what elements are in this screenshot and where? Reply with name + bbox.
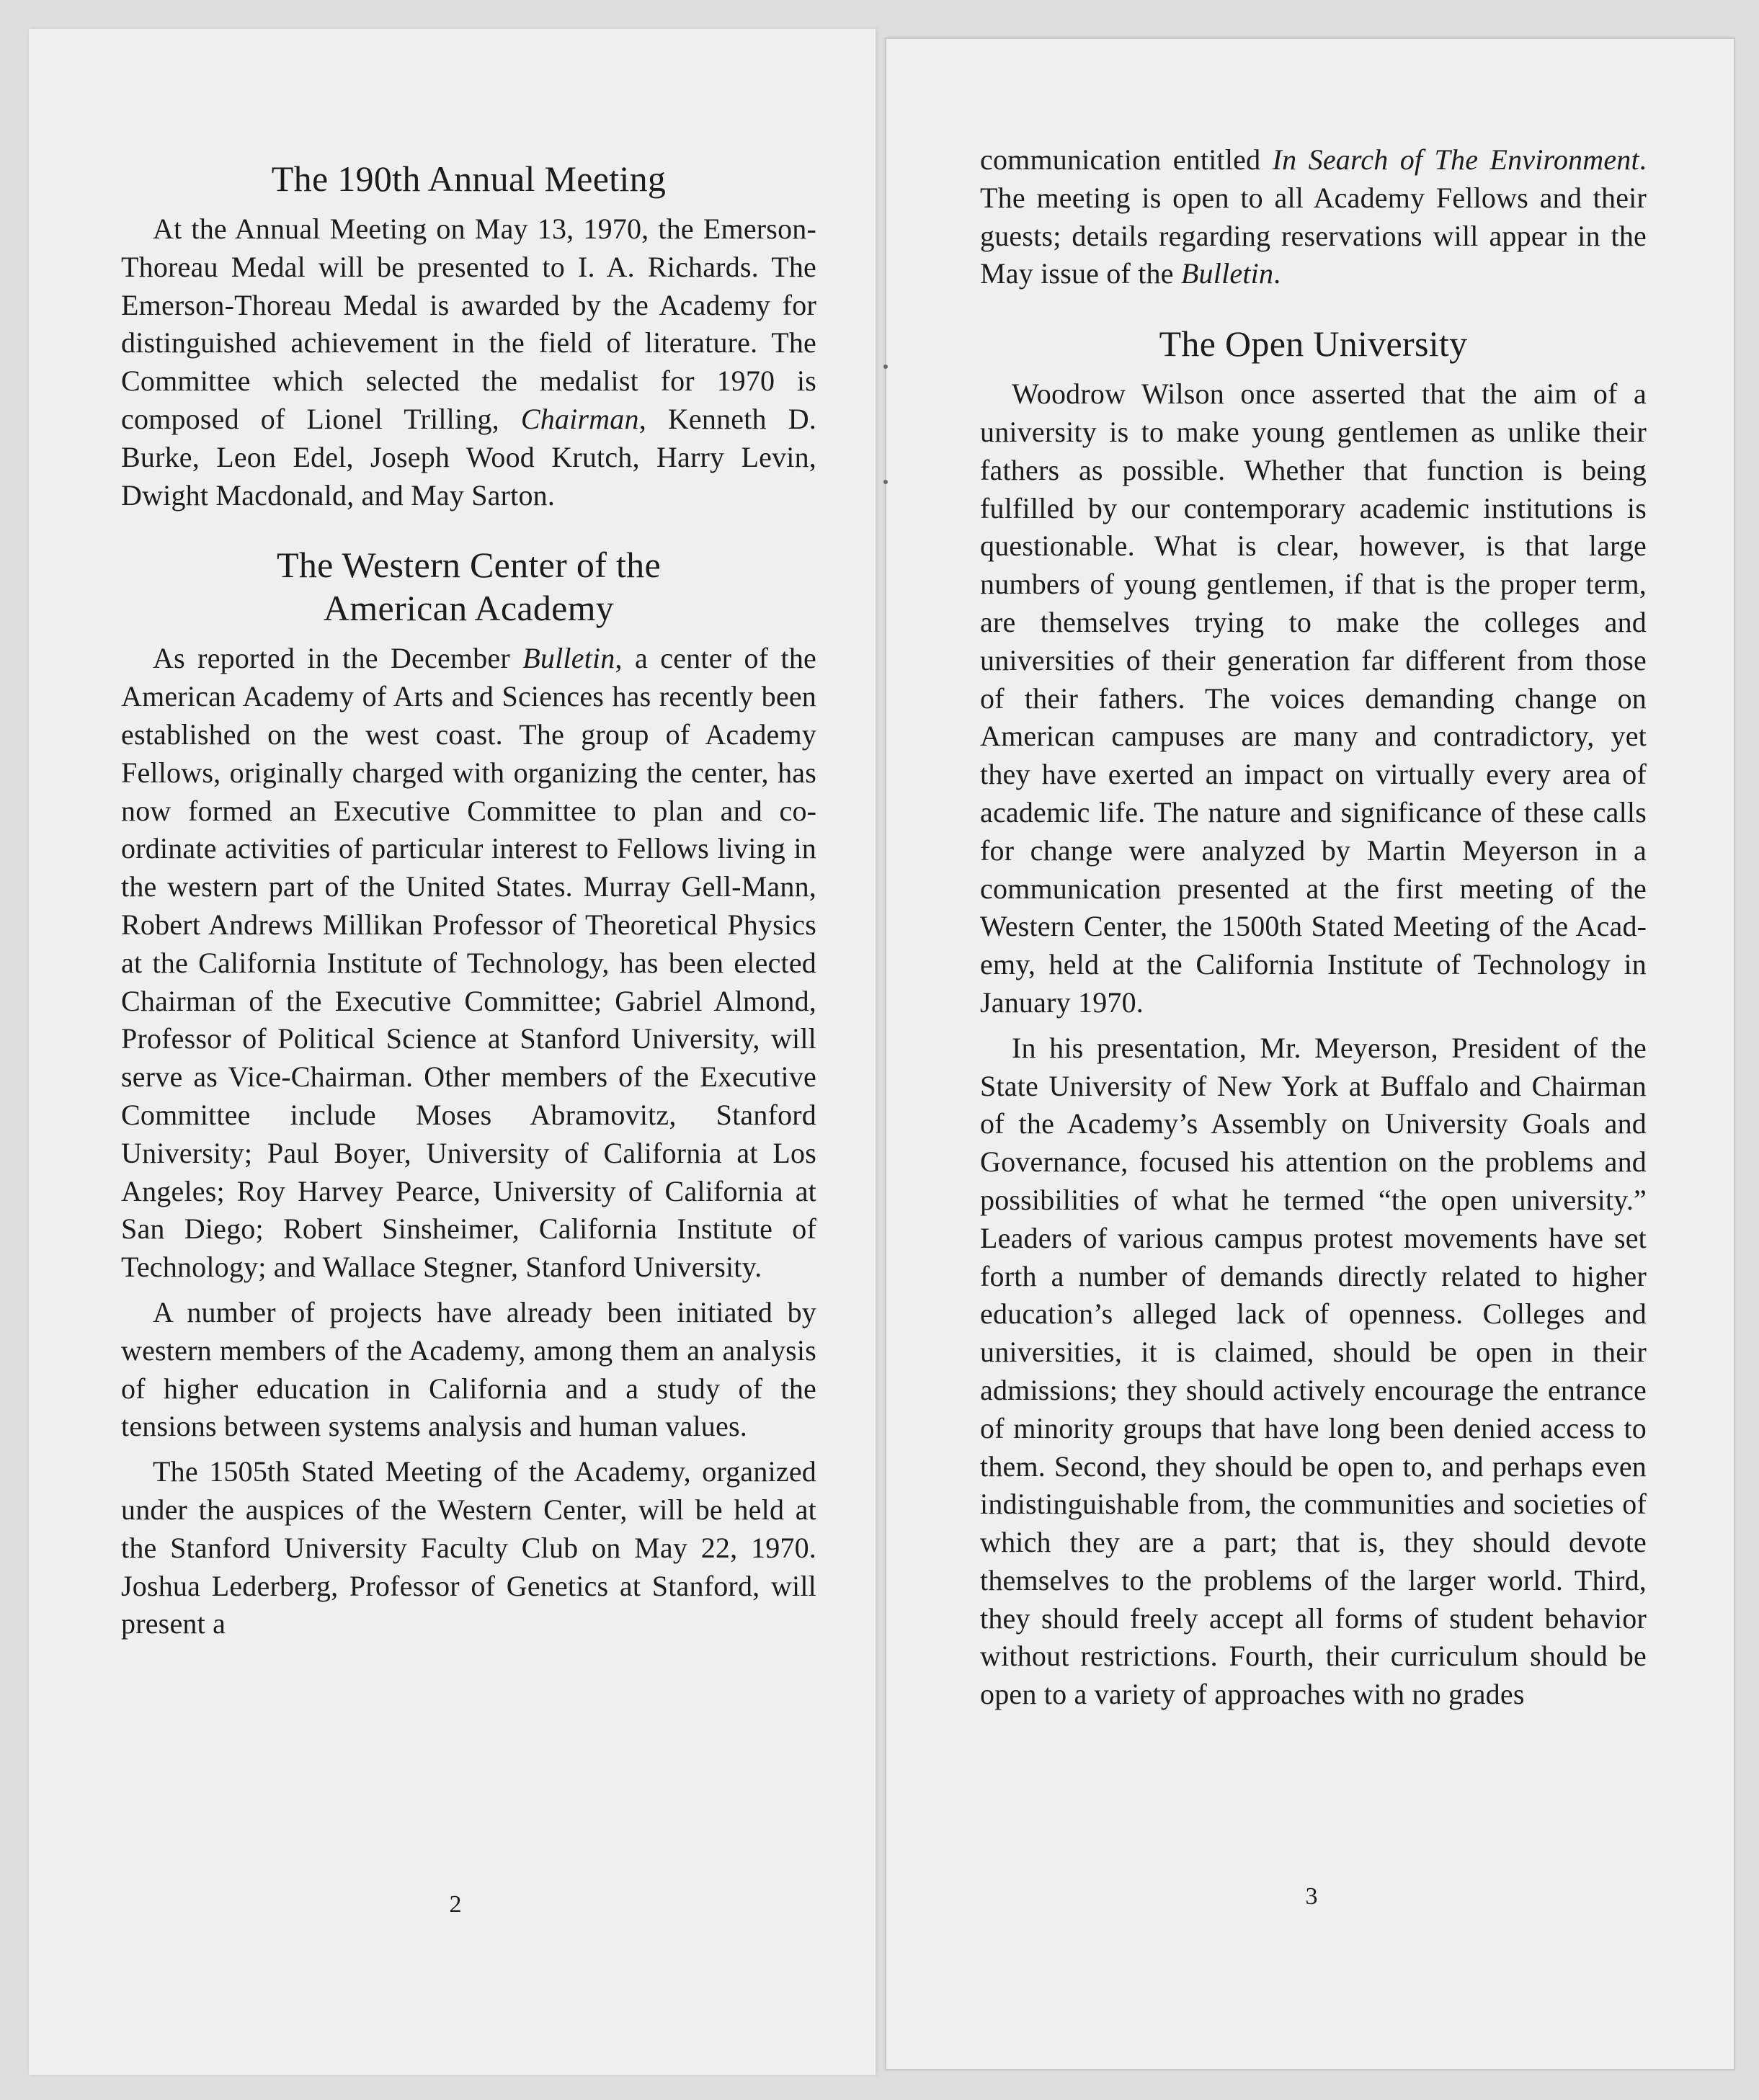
- western-center-p1-tail: , a center of the American Academy of Arts and Sciences has recently been established on the west coast. The group of Academy Fellows, originally charged with organizing the center, has now formed an Executive Committee to plan and coordinate activities of particular interest to Fellows living in the western part of the United States. Murray Gell-Mann, Robert Andrews Millikan Professor of Theoretical Physics at the California Institute of Technology, has been elected Chairman of the Executive Committee; Gabriel Almond, Professor of Political Science at Stanford University, will serve as Vice-Chairman. Other members of the Executive Committee include Moses Abramovitz, Stanford University; Paul Boyer, University of California at Los Angeles; Roy Harvey Pearce, University of California at San Diego; Robert Sinsheimer, California Institute of Technology; and Wallace Stegner, Stanford University.: [121, 642, 816, 1284]
- annual-meeting-heading: The 190th Annual Meeting: [271, 158, 667, 199]
- western-center-paragraph-1: [121, 640, 816, 1287]
- open-university-heading: The Open University: [1159, 323, 1468, 365]
- western-center-heading-line2: American Academy: [323, 588, 615, 629]
- continuation-mid: . The meeting is open to all Academy Fellows and their guests; details regarding reservations will appear in the May issue of the: [980, 143, 1647, 290]
- bulletin-italic-right: Bulletin: [1180, 257, 1274, 290]
- annual-meeting-text-tail: , Kenneth D. Burke, Leon Edel, Joseph Wood Krutch, Harry Levin, Dwight Macdonald, and May Sarton.: [121, 402, 816, 511]
- western-center-heading: [121, 543, 816, 630]
- right-page-number: 3: [1305, 1883, 1318, 1910]
- annual-meeting-paragraph: [121, 210, 816, 514]
- western-center-heading-line1: The Western Center of the: [277, 545, 661, 586]
- open-university-paragraph-2: In his presentation, Mr. Meyerson, President of the State University of New York at Buffalo and Chairman of the Academy’s Assembly on University Goals and Governance, focused his attention on the problems and possibilities of what he termed “the open university.” Leaders of various campus protest movements have set forth a number of demands directly related to higher education’s alleged lack of openness. Colleges and universities, it is claimed, should be open in their admissions; they should actively encourage the entrance of minority groups that have long been denied access to them. Second, they should be open to, and perhaps even indistinguishable from, the communities and societies of which they are a part; that is, they should devote themselves to the problems of the larger world. Third, they should freely accept all forms of student behavior without restrictions. Fourth, their curriculum should be open to a variety of approaches with no grades: [980, 1031, 1647, 1711]
- right-text-column: [980, 141, 1647, 1714]
- western-center-paragraph-3: The 1505th Stated Meeting of the Academy, organized under the auspices of the Western Center, will be held at the Stanford University Faculty Club on May 22, 1970. Joshua Lederberg, Professor of Genetics at Stanford, will present a: [121, 1455, 816, 1640]
- continuation-head: communication entitled: [980, 143, 1273, 176]
- right-page: [885, 37, 1735, 2070]
- binding-mark-upper: [883, 365, 888, 369]
- annual-meeting-text: At the Annual Meeting on May 13, 1970, the Emerson-Thoreau Medal will be presented to I. A. Richards. The Emerson-Thoreau Medal is awarded by the Academy for distinguished achievement in the field of literature. The Committee which selected the medalist for 1970 is composed of Lionel Trilling,: [121, 213, 816, 435]
- continuation-end: .: [1273, 257, 1281, 290]
- environment-title-italic: In Search of The Environment: [1272, 143, 1639, 176]
- western-center-p1-head: As reported in the December: [153, 642, 523, 675]
- chairman-italic: Chairman: [520, 402, 639, 435]
- binding-mark-lower: [883, 480, 888, 484]
- left-page-number: 2: [449, 1891, 462, 1918]
- western-center-paragraph-2: A number of projects have already been initiated by western members of the Academy, among them an analysis of higher education in California and a study of the tensions between systems analysis and human values.: [121, 1295, 816, 1443]
- left-page: [29, 29, 876, 2075]
- continuation-paragraph: [980, 141, 1647, 293]
- left-text-column: [121, 157, 816, 1643]
- bulletin-italic: Bulletin: [522, 642, 615, 675]
- open-university-paragraph-1: Woodrow Wilson once asserted that the aim of a university is to make young gentlemen as unlike their fathers as possible. Whether that function is being fulfilled by our contemporary academic institutions is questionable. What is clear, however, is that large numbers of young gentlemen, if that is the proper term, are themselves trying to make the colleges and universities of their generation far different from those of their fathers. The voices demanding change on American campuses are many and contradictory, yet they have exerted an impact on virtually every area of academic life. The nature and significance of these calls for change were analyzed by Martin Meyerson in a communication presented at the first meeting of the Western Center, the 1500th Stated Meeting of the Academy, held at the California Institute of Technology in January 1970.: [980, 377, 1647, 1019]
